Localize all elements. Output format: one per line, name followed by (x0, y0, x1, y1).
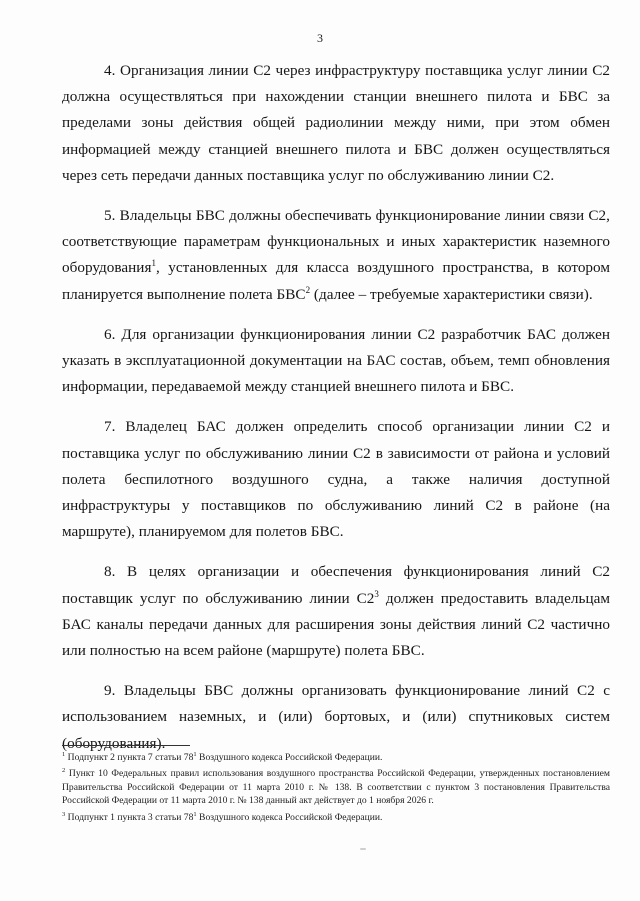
footnote-reference: 3 (374, 588, 379, 599)
footnote-separator (62, 745, 190, 746)
text-run: , установленных для класса воздушного пространства, в котором планируется выполнение полета БВС (62, 259, 610, 303)
text-run: Пункт 10 Федеральных правил использования воздушного пространства Российской Федерации, утвержденных постановлением Правительства Российской Федерации от 11 марта 2010 г. № 138. В соответствии с пунктом 3 постановления Правительства Российской Федерации от 11 марта 2010 г. № 138 данный акт действует до 1 ноября 2026 г. (62, 768, 610, 807)
text-run: 6. Для организации функционирования линии С2 разработчик БАС должен указать в эксплуатационной документации на БАС состав, объем, темп обновления информации, передаваемой между станцией внешнего пилота и БВС. (62, 325, 610, 396)
text-run: 7. Владелец БАС должен определить способ организации линии С2 и поставщика услуг по обслуживанию линии С2 в зависимости от района и условий полета беспилотного воздушного судна, а также наличия доступной инфраструктуры у поставщиков по обслуживанию линий С2 в районе (на маршруте), планируемом для полетов БВС. (62, 418, 610, 541)
paragraph-6 (62, 322, 610, 401)
scan-artifact (360, 848, 366, 850)
text-run: 9. Владельцы БВС должны организовать функционирование линий С2 с использованием наземных, и (или) бортовых, и (или) спутниковых систем (оборудования). (62, 682, 610, 752)
document-body (62, 58, 610, 771)
footnote-marker: 1 (62, 750, 66, 758)
paragraph-8 (62, 559, 610, 664)
text-run: Воздушного кодекса Российской Федерации. (196, 752, 383, 763)
footnote-reference: 1 (193, 810, 197, 818)
footnote-3 (62, 811, 610, 824)
paragraph-4 (62, 58, 610, 189)
paragraph-5 (62, 203, 610, 308)
paragraph-7 (62, 414, 610, 545)
text-run: Подпункт 2 пункта 7 статьи 78 (65, 752, 194, 763)
page-number: 3 (317, 31, 323, 45)
footnotes (62, 751, 610, 827)
text-run: Подпункт 1 пункта 3 статьи 78 (65, 811, 194, 823)
footnote-2 (62, 767, 610, 807)
text-run: 4. Организация линии С2 через инфраструктуру поставщика услуг линии С2 должна осуществляться при нахождении станции внешнего пилота и БВС за пределами зоны действия общей радиолинии между ними, при этом обмен информацией между станцией внешнего пилота и БВС должен осуществляться через сеть передачи данных поставщика услуг по обслуживанию линии С2. (62, 62, 610, 184)
text-run: 5. Владельцы БВС должны обеспечивать функционирование линии связи С2, соответствующие параметрам функциональных и иных характеристик наземного оборудования (62, 207, 610, 277)
text-run: 8. В целях организации и обеспечения функционирования линий С2 поставщик услуг по обслуживанию линии С2 (62, 563, 610, 607)
footnote-reference: 2 (305, 284, 311, 295)
text-run: должен предоставить владельцам БАС каналы передачи данных для расширения зоны действия линий С2 частично или полностью на всем районе (маршруте) полета БВС. (62, 589, 610, 660)
text-run: Воздушного кодекса Российской Федерации. (196, 811, 383, 823)
footnote-marker: 2 (62, 767, 66, 775)
text-run: (далее – требуемые характеристики связи). (310, 285, 593, 303)
footnote-reference: 1 (151, 258, 156, 269)
footnote-marker: 3 (62, 810, 66, 818)
footnote-1 (62, 751, 610, 764)
footnote-reference: 1 (193, 750, 197, 758)
